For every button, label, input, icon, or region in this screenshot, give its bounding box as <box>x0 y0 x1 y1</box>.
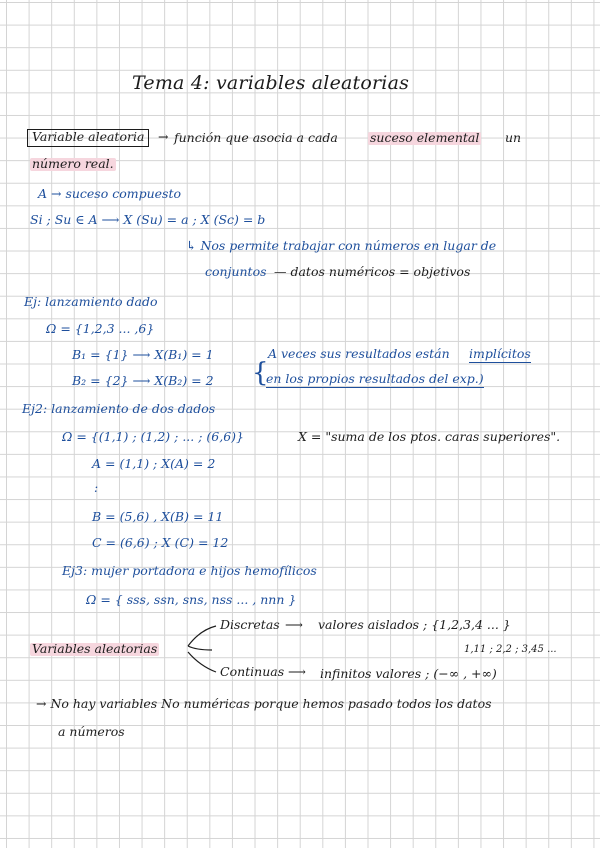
ej2-dots: : <box>94 480 99 495</box>
branch-upper <box>188 626 216 646</box>
ej3-omega: Ω = { sss, ssn, sns, nss ... , nnn } <box>86 592 297 607</box>
ej2-c: C = (6,6) ; X (C) = 12 <box>92 535 229 550</box>
ej1-brace-1b: implícitos <box>469 346 531 361</box>
conclusion-line-2: a números <box>58 724 125 739</box>
ej2-a: A = (1,1) ; X(A) = 2 <box>92 456 216 471</box>
page-title: Tema 4: variables aleatorias <box>132 72 410 94</box>
continuous-text: infinitos valores ; (−∞ , +∞) <box>320 666 497 681</box>
note-permite-2-blue: conjuntos <box>205 264 267 279</box>
ej2-heading: Ej2: lanzamiento de dos dados <box>22 401 216 416</box>
ej1-brace-2: en los propios resultados del exp.) <box>266 371 484 386</box>
branch-to-discrete <box>188 646 212 650</box>
ej1-heading: Ej: lanzamiento dado <box>24 294 158 309</box>
types-label: Variables aleatorias <box>32 641 158 656</box>
ej2-omega: Ω = {(1,1) ; (1,2) ; ... ; (6,6)} <box>62 429 244 444</box>
note-permite-2-black: — datos numéricos = objetivos <box>274 264 471 279</box>
continuous-arrow: ⟶ <box>288 664 306 679</box>
definition-term: Variable aleatoria <box>27 129 149 147</box>
ej1-brace: { <box>252 358 269 388</box>
note-si-su: Si ; Su ∈ A ⟶ X (Su) = a ; X (Sc) = b <box>30 212 266 227</box>
definition-line-2: número real. <box>32 156 114 171</box>
note-suceso-compuesto: A → suceso compuesto <box>38 186 182 201</box>
conclusion-line-1: → No hay variables No numéricas porque hemos pasado todos los datos <box>36 696 492 711</box>
definition-highlight: suceso elemental <box>370 130 480 145</box>
ej1-brace-1a: A veces sus resultados están <box>268 346 450 361</box>
note-permite-1: ↳ Nos permite trabajar con números en lugar de <box>186 238 497 253</box>
ej3-heading: Ej3: mujer portadora e hijos hemofílicos <box>62 563 317 578</box>
ej2-definition: X = "suma de los ptos. caras superiores". <box>298 429 561 444</box>
discrete-text: valores aislados ; {1,2,3,4 ... } <box>318 617 511 632</box>
ej1-b2: B₂ = {2} ⟶ X(B₂) = 2 <box>72 373 214 388</box>
ej1-b1: B₁ = {1} ⟶ X(B₁) = 1 <box>72 347 214 362</box>
ej2-b: B = (5,6) , X(B) = 11 <box>92 509 224 524</box>
definition-text-2: un <box>505 130 522 145</box>
ej1-omega: Ω = {1,2,3 ... ,6} <box>46 321 155 336</box>
discrete-label: Discretas <box>220 617 280 632</box>
definition-text-1: función que asocia a cada <box>174 130 338 145</box>
continuous-label: Continuas <box>220 664 285 679</box>
definition-arrow: → <box>158 129 169 144</box>
continuous-examples: 1,11 ; 2,2 ; 3,45 ... <box>464 644 557 655</box>
branch-lower <box>188 652 216 672</box>
discrete-arrow: ⟶ <box>285 617 303 632</box>
